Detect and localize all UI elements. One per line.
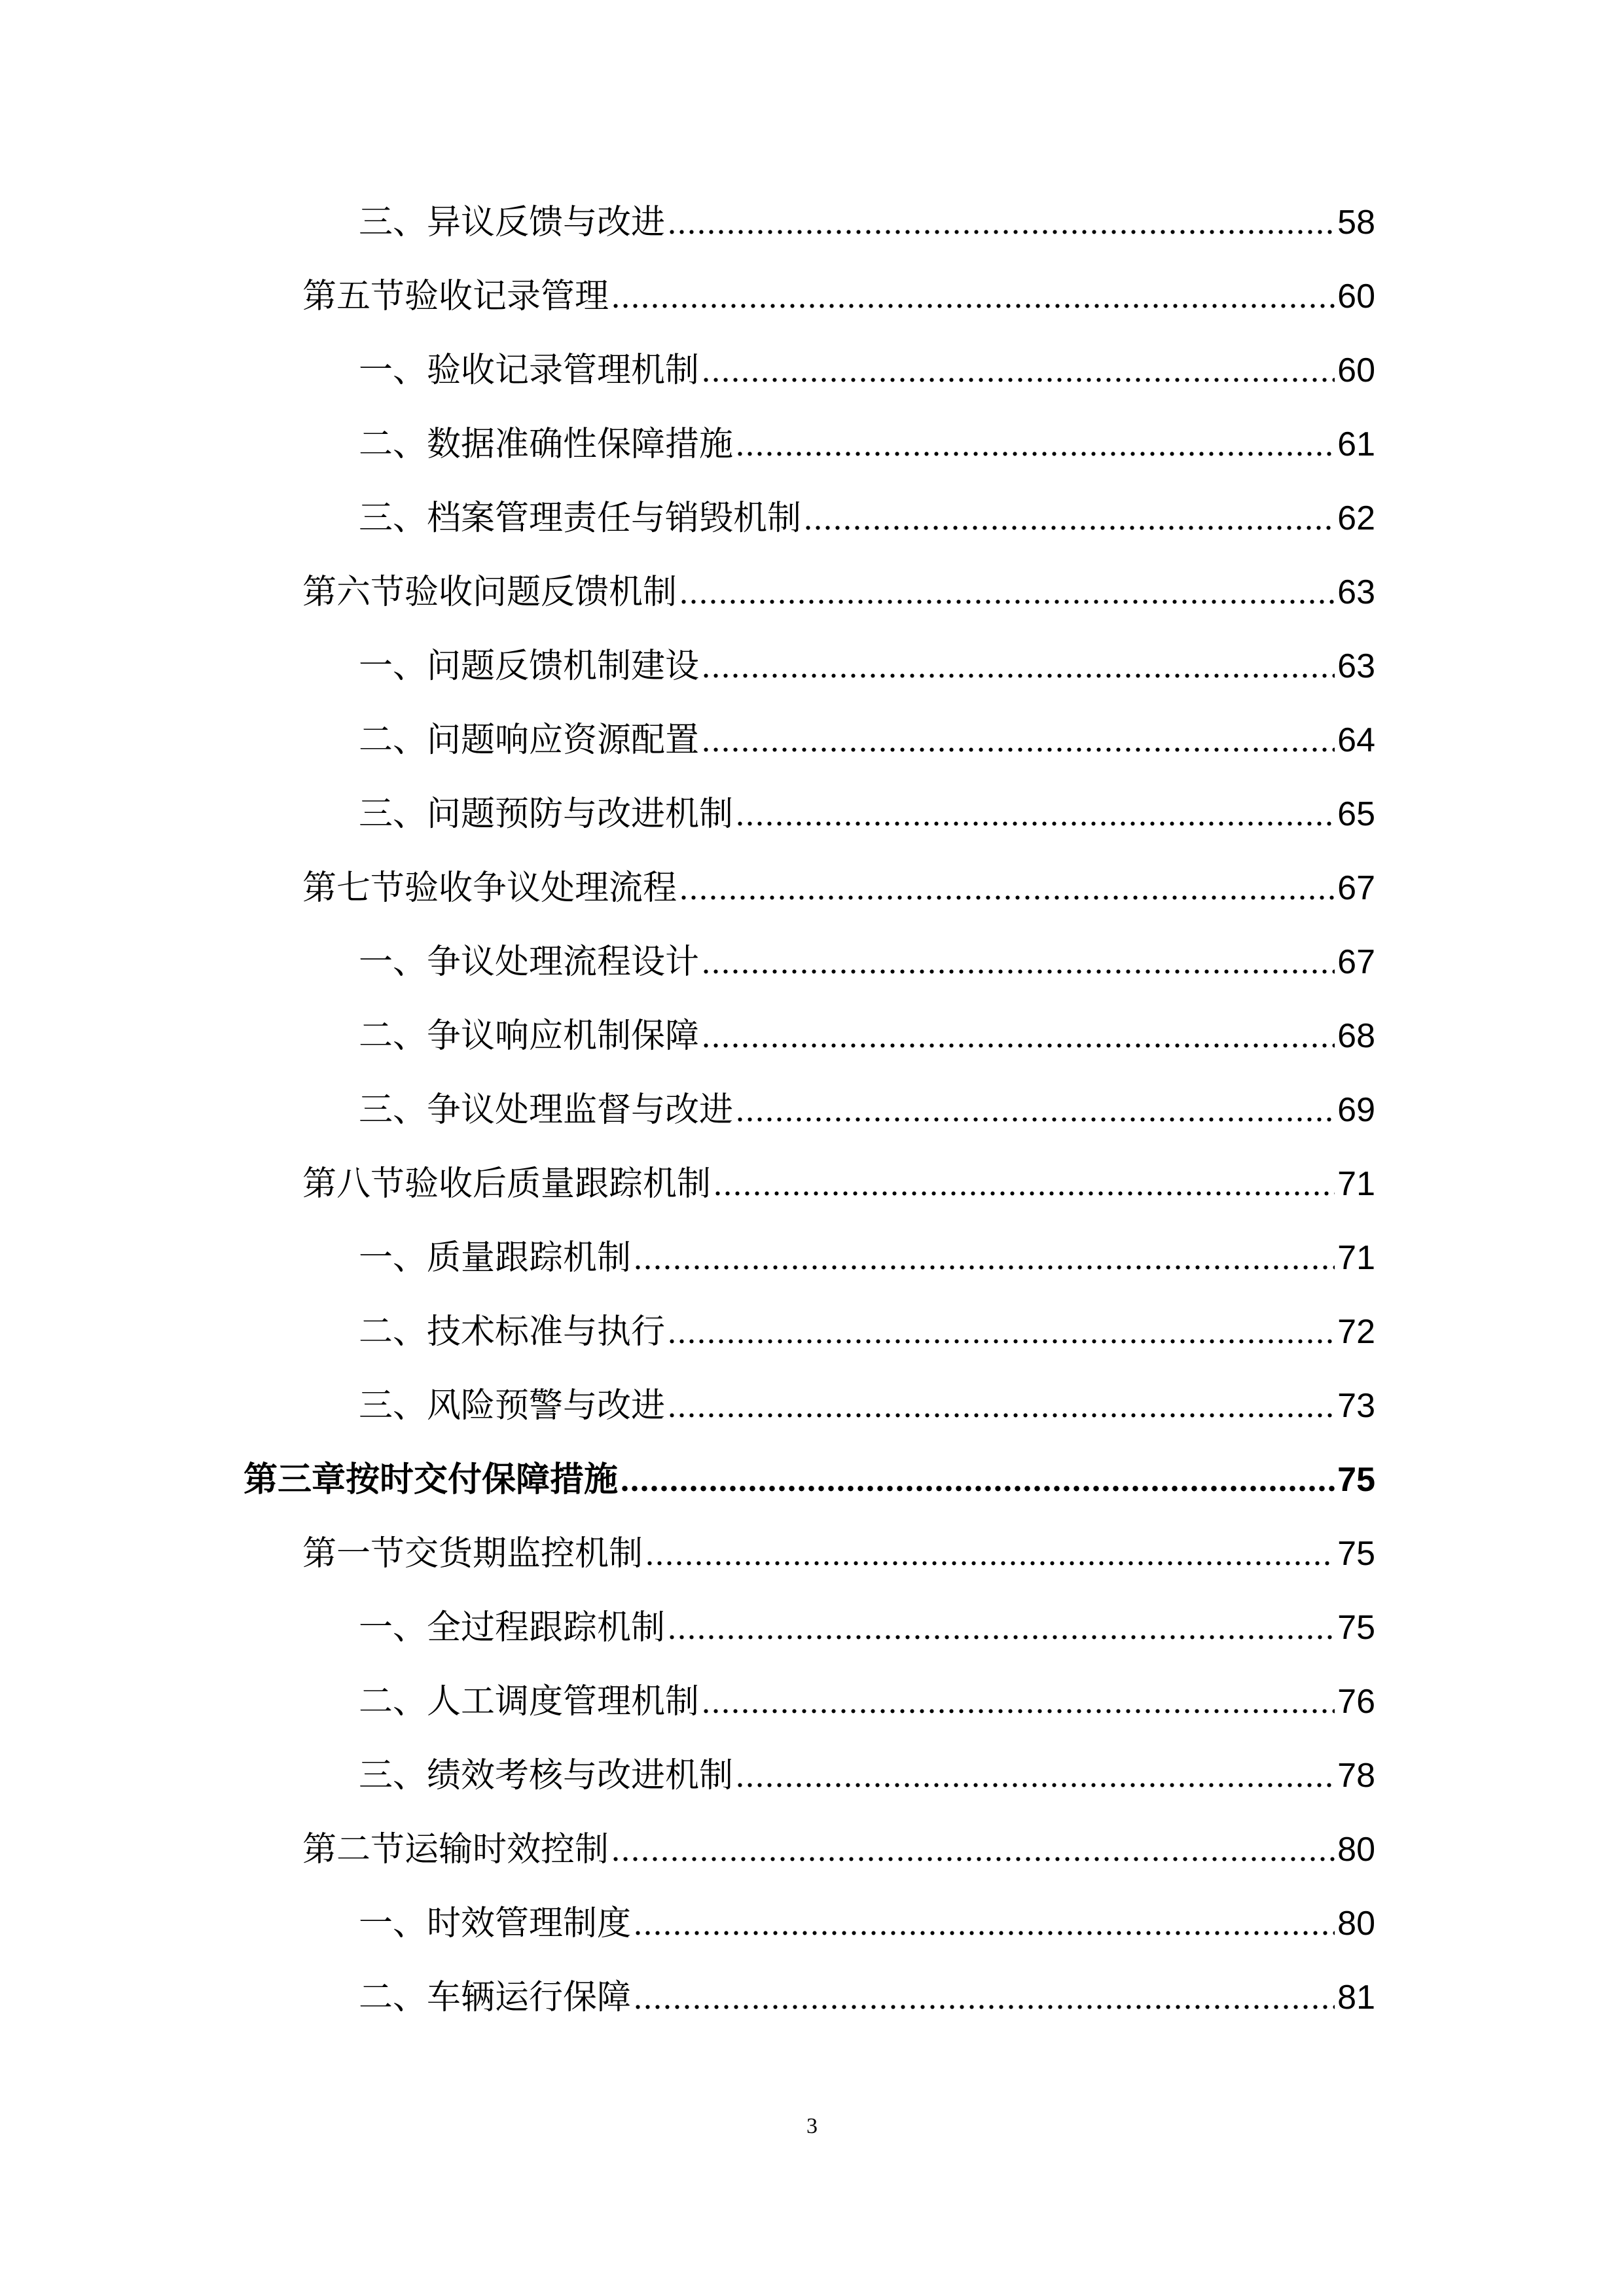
toc-entry-number: 二、 [359, 425, 427, 464]
toc-dot-leader [702, 641, 1335, 693]
toc-entry-title: 问题反馈机制建设 [427, 647, 700, 686]
toc-entry-title: 验收争议处理流程 [405, 869, 677, 908]
toc-entry-number: 二、 [359, 721, 427, 760]
toc-entry-page: 71 [1337, 1165, 1375, 1203]
toc-entry-title: 运输时效控制 [405, 1830, 609, 1869]
toc-entry-page: 63 [1337, 573, 1375, 611]
toc-entry-number: 三、 [359, 795, 427, 834]
toc-entry-number: 三、 [359, 1756, 427, 1795]
toc-entry-number: 三、 [359, 1090, 427, 1130]
toc-entry-page: 68 [1337, 1017, 1375, 1055]
toc-entry-page: 75 [1337, 1461, 1375, 1499]
toc-entry[interactable] [359, 714, 1375, 766]
toc-entry-number: 三、 [359, 499, 427, 538]
toc-entry-number: 一、 [359, 942, 427, 982]
toc-entry-title: 档案管理责任与销毁机制 [427, 499, 802, 538]
toc-entry[interactable] [359, 196, 1375, 249]
toc-entry-page: 81 [1337, 1979, 1375, 2017]
toc-entry[interactable] [359, 1010, 1375, 1062]
toc-entry-page: 63 [1337, 647, 1375, 685]
toc-entry[interactable] [359, 1306, 1375, 1358]
toc-entry-number: 第二节 [302, 1830, 405, 1869]
toc-entry[interactable] [302, 1158, 1375, 1210]
toc-entry-number: 第五节 [302, 277, 405, 316]
page-number: 3 [806, 2114, 818, 2138]
toc-entry-number: 三、 [359, 1386, 427, 1426]
toc-entry-title: 验收问题反馈机制 [405, 573, 677, 612]
toc-entry-page: 71 [1337, 1239, 1375, 1277]
toc-entry[interactable] [302, 566, 1375, 619]
toc-entry-title: 绩效考核与改进机制 [427, 1756, 734, 1795]
toc-entry[interactable] [359, 492, 1375, 545]
toc-entry-number: 第八节 [302, 1164, 405, 1204]
toc-dot-leader [634, 1232, 1335, 1285]
toc-dot-leader [668, 1602, 1335, 1655]
toc-entry[interactable] [302, 862, 1375, 914]
toc-dot-leader [702, 1676, 1335, 1729]
toc-dot-leader [634, 1972, 1335, 2024]
toc-entry[interactable] [359, 1084, 1375, 1136]
toc-entry-page: 67 [1337, 869, 1375, 907]
toc-dot-leader [611, 271, 1335, 323]
toc-entry-number: 二、 [359, 1978, 427, 2017]
toc-dot-leader [702, 1011, 1335, 1063]
toc-dot-leader [611, 1824, 1335, 1876]
toc-dot-leader [804, 493, 1335, 545]
toc-entry-title: 人工调度管理机制 [427, 1682, 700, 1721]
toc-entry-title: 验收后质量跟踪机制 [405, 1164, 712, 1204]
toc-entry-number: 一、 [359, 1238, 427, 1278]
toc-entry-title: 风险预警与改进 [427, 1386, 666, 1426]
toc-dot-leader [679, 567, 1335, 619]
toc-entry[interactable] [359, 1897, 1375, 1950]
toc-entry-title: 问题预防与改进机制 [427, 795, 734, 834]
toc-dot-leader [679, 863, 1335, 915]
toc-entry-number: 一、 [359, 1608, 427, 1647]
toc-dot-leader [736, 419, 1335, 471]
toc-entry-number: 一、 [359, 647, 427, 686]
toc-entry-number: 二、 [359, 1312, 427, 1352]
toc-entry-page: 60 [1337, 351, 1375, 389]
toc-entry-number: 二、 [359, 1682, 427, 1721]
toc-entry-number: 三、 [359, 203, 427, 242]
toc-entry[interactable] [359, 1749, 1375, 1802]
toc-dot-leader [621, 1454, 1335, 1507]
toc-entry-page: 58 [1337, 204, 1375, 242]
toc-dot-leader [668, 1306, 1335, 1359]
toc-entry-title: 质量跟踪机制 [427, 1238, 632, 1278]
toc-entry-page: 64 [1337, 721, 1375, 759]
toc-entry[interactable] [359, 640, 1375, 692]
toc-entry[interactable] [302, 270, 1375, 323]
toc-entry-page: 75 [1337, 1609, 1375, 1647]
toc-dot-leader [634, 1898, 1335, 1950]
toc-entry-title: 异议反馈与改进 [427, 203, 666, 242]
toc-entry-page: 65 [1337, 795, 1375, 833]
toc-dot-leader [736, 789, 1335, 841]
toc-dot-leader [645, 1528, 1335, 1581]
toc-entry-page: 69 [1337, 1091, 1375, 1129]
toc-entry-number: 一、 [359, 351, 427, 390]
toc-dot-leader [702, 715, 1335, 767]
toc-entry-title: 争议处理流程设计 [427, 942, 700, 982]
toc-entry-number: 第三章 [244, 1460, 346, 1499]
toc-entry[interactable] [359, 1380, 1375, 1432]
toc-entry-page: 61 [1337, 425, 1375, 463]
toc-entry-title: 数据准确性保障措施 [427, 425, 734, 464]
toc-entry[interactable] [359, 1676, 1375, 1728]
toc-entry-title: 交货期监控机制 [405, 1534, 643, 1573]
toc-entry-number: 二、 [359, 1016, 427, 1056]
toc-entry-title: 验收记录管理 [405, 277, 609, 316]
toc-entry-page: 62 [1337, 499, 1375, 537]
toc-entry[interactable] [302, 1823, 1375, 1876]
toc-entry-title: 车辆运行保障 [427, 1978, 632, 2017]
toc-dot-leader [702, 937, 1335, 989]
toc-entry-title: 验收记录管理机制 [427, 351, 700, 390]
toc-entry[interactable] [359, 418, 1375, 471]
toc-entry-title: 全过程跟踪机制 [427, 1608, 666, 1647]
toc-entry-title: 时效管理制度 [427, 1904, 632, 1943]
toc-entry-page: 72 [1337, 1313, 1375, 1351]
toc-entry-number: 第七节 [302, 869, 405, 908]
toc-entry-page: 67 [1337, 943, 1375, 981]
toc-dot-leader [736, 1750, 1335, 1803]
toc-dot-leader [736, 1085, 1335, 1137]
toc-entry-page: 80 [1337, 1831, 1375, 1869]
toc-entry-page: 73 [1337, 1387, 1375, 1425]
toc-entry[interactable] [359, 1602, 1375, 1654]
toc-entry-page: 76 [1337, 1683, 1375, 1721]
toc-entry-number: 第六节 [302, 573, 405, 612]
toc-entry-number: 一、 [359, 1904, 427, 1943]
toc-entry[interactable] [359, 1971, 1375, 2024]
toc-entry-title: 技术标准与执行 [427, 1312, 666, 1352]
toc-entry[interactable] [359, 936, 1375, 988]
toc-entry-page: 80 [1337, 1905, 1375, 1943]
toc-dot-leader [668, 197, 1335, 249]
toc-entry[interactable] [302, 1528, 1375, 1580]
toc-entry[interactable] [359, 788, 1375, 840]
toc-entry-number: 第一节 [302, 1534, 405, 1573]
toc-entry[interactable] [359, 344, 1375, 397]
toc-entry[interactable] [359, 1232, 1375, 1284]
toc-entry-page: 78 [1337, 1757, 1375, 1795]
toc-entry-title: 问题响应资源配置 [427, 721, 700, 760]
toc-entry-title: 争议处理监督与改进 [427, 1090, 734, 1130]
toc-dot-leader [668, 1380, 1335, 1433]
toc-entry-title: 争议响应机制保障 [427, 1016, 700, 1056]
toc-dot-leader [702, 345, 1335, 397]
toc-entry-chapter[interactable] [244, 1454, 1375, 1506]
toc-entry-page: 75 [1337, 1535, 1375, 1573]
toc-entry-page: 60 [1337, 278, 1375, 315]
toc-dot-leader [713, 1158, 1335, 1211]
toc-entry-title: 按时交付保障措施 [346, 1460, 619, 1499]
